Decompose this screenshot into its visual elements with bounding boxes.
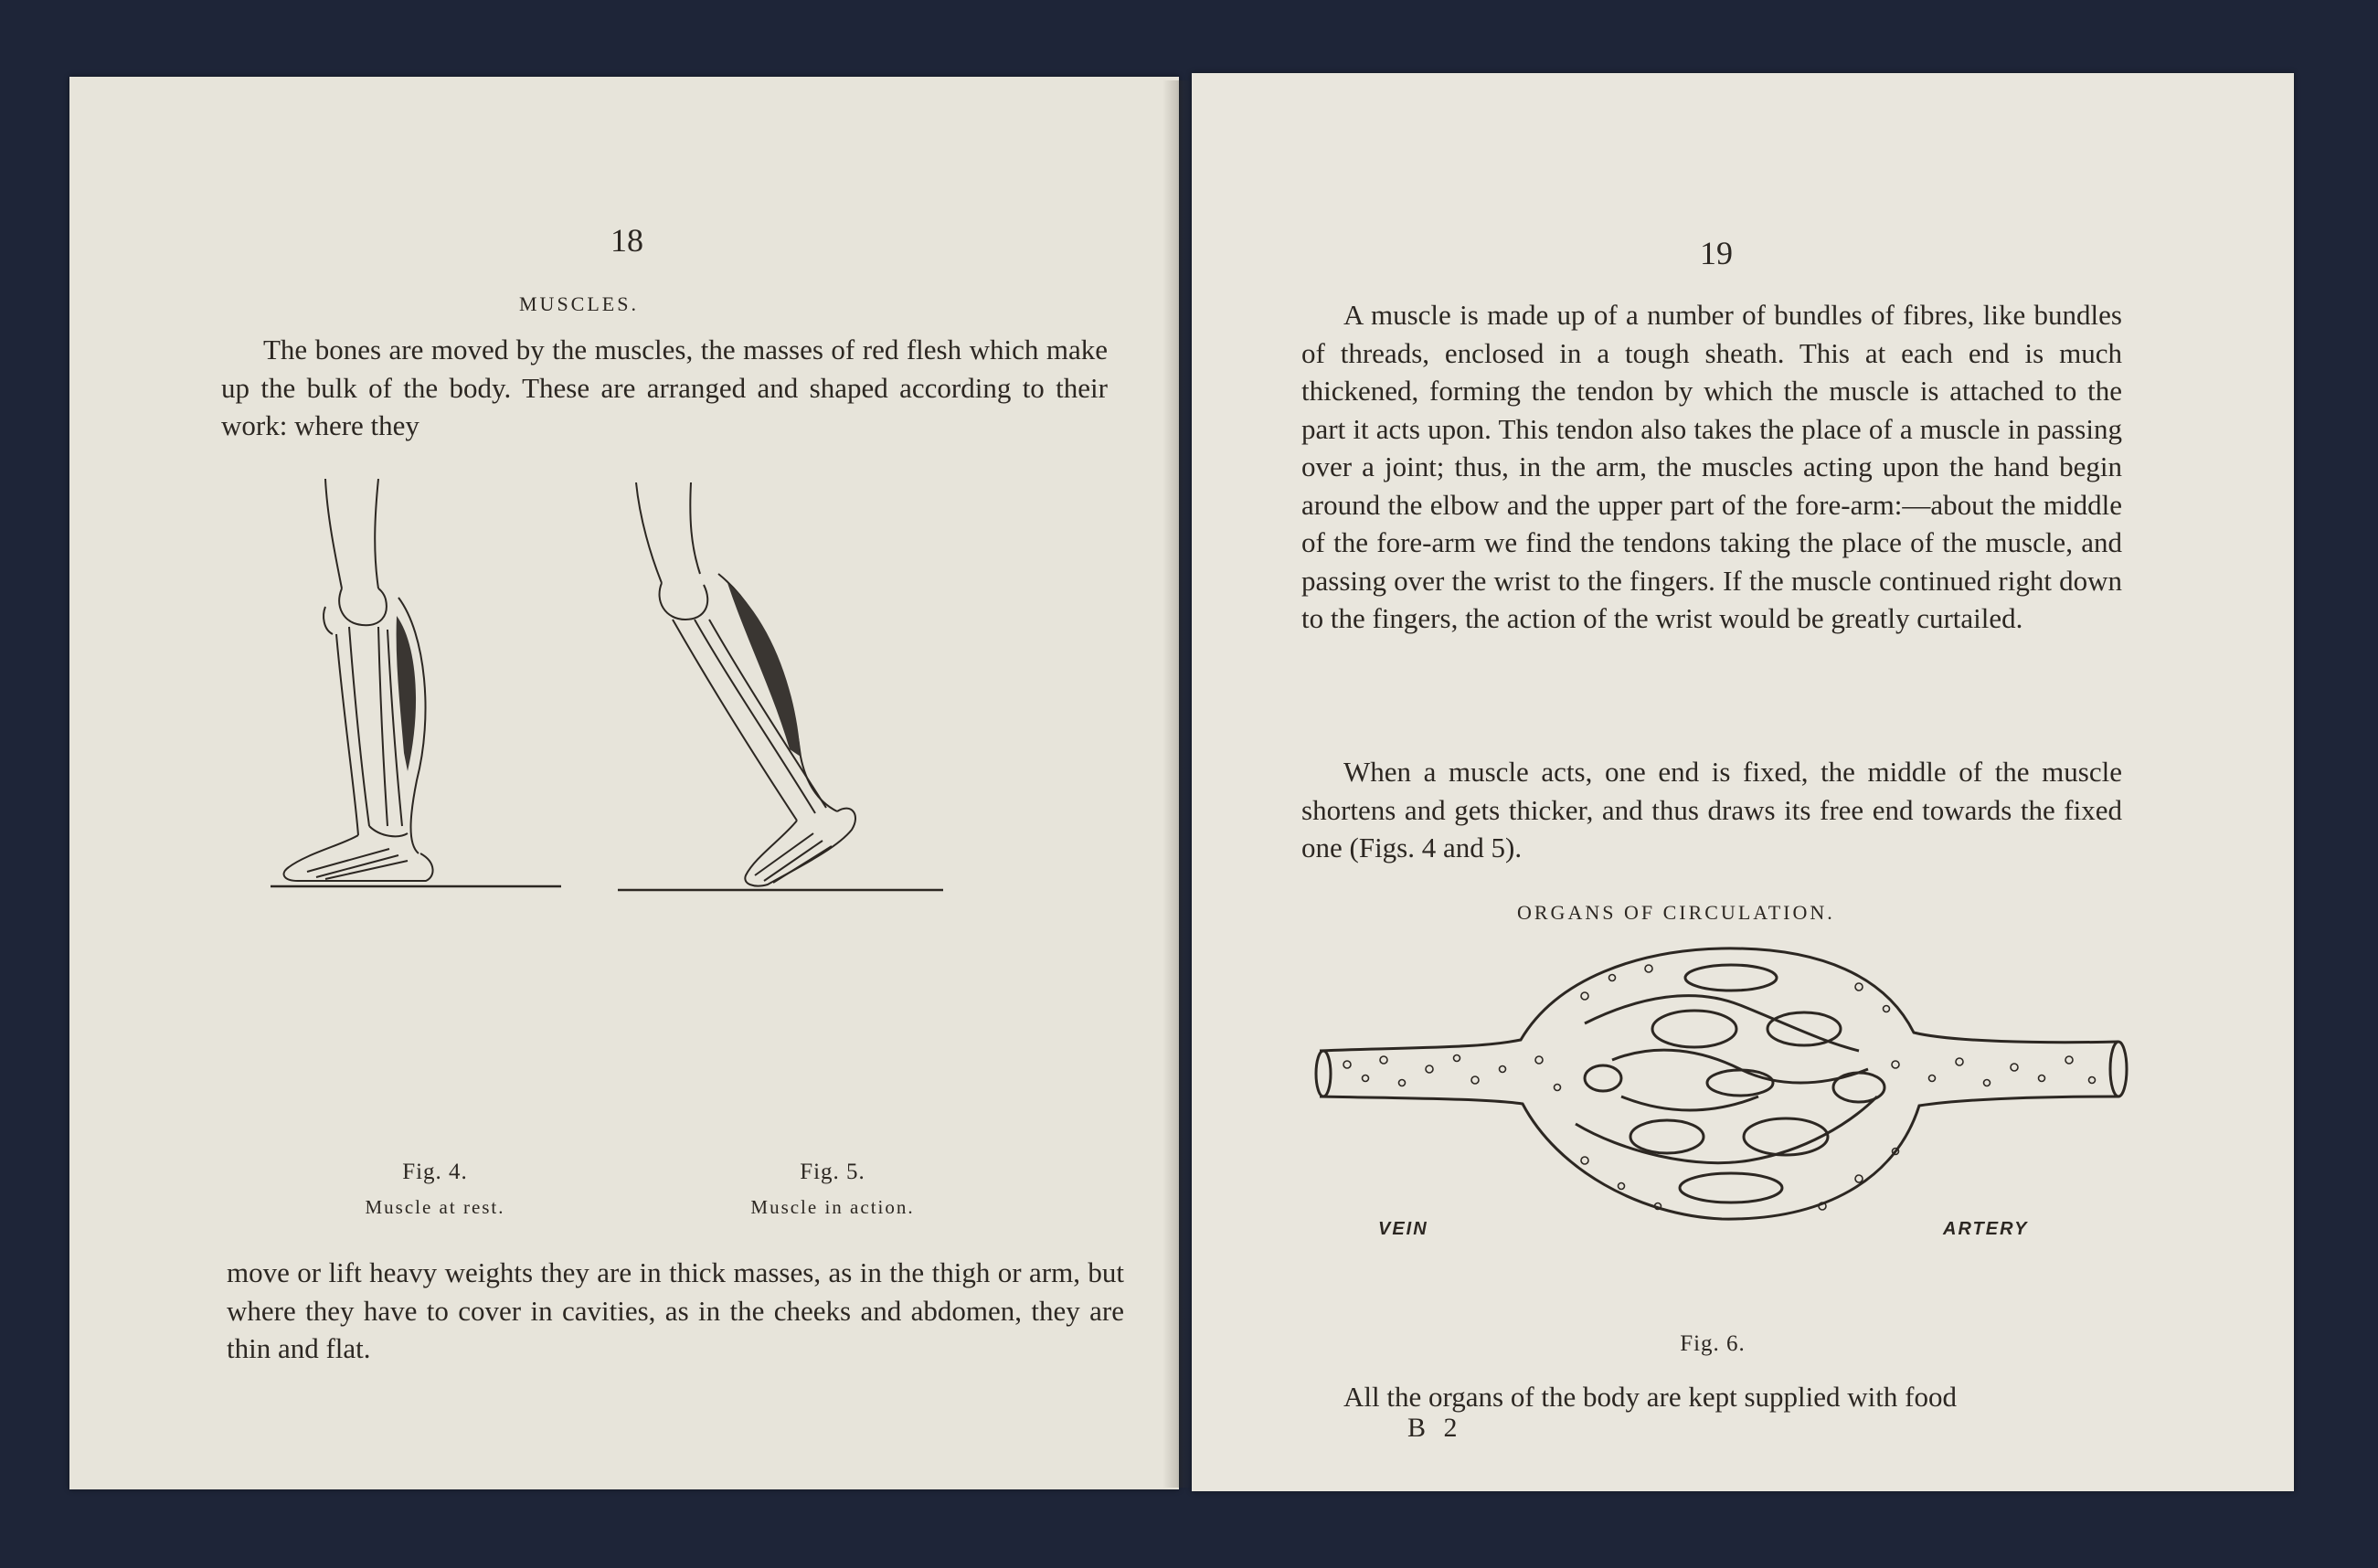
figure-5-description: Muscle in action. xyxy=(750,1196,915,1218)
calf-muscle-shape xyxy=(397,616,416,771)
paragraph-1: A muscle is made up of a number of bundles of fibres, like bundles of threads, enclosed in a tough sheath. This at each end is much thickened, forming the tendon by which the muscle is attached to the part it acts upon. This tendon also takes the place of a muscle in passing over a joint; thus, in the arm, the muscles acting upon the hand begin around the elbow and the upper part of the fore-arm:—about the middle of the fore-arm we find the tendons taking the place of the muscle, and passing over the wrist to the fingers. If the muscle continued right down to the fingers, the action of the wrist would be greatly curtailed. xyxy=(1301,299,2122,634)
right-page xyxy=(1192,73,2294,1491)
last-line: All the organs of the body are kept supplied with food xyxy=(1343,1381,1957,1413)
signature-mark: B 2 xyxy=(1407,1413,1463,1443)
figure-5-caption xyxy=(700,1155,965,1224)
paragraph-top: The bones are moved by the muscles, the masses of red flesh which make up the bulk of the body. These are arranged and shaped according to their work: where they xyxy=(221,334,1108,441)
left-page xyxy=(69,77,1179,1489)
figure-4-number: Fig. 4. xyxy=(402,1160,468,1184)
figure-6-number: Fig. 6. xyxy=(1680,1331,1746,1356)
figure-4-leg-illustration xyxy=(271,479,563,899)
paragraph-2: When a muscle acts, one end is fixed, the middle of the muscle shortens and gets thicker, and thus draws its free end towards the fixed one (Figs. 4 and 5). xyxy=(1301,756,2122,863)
book-gutter xyxy=(1162,80,1194,1488)
paragraph-bottom: move or lift heavy weights they are in thick masses, as in the thigh or arm, but where they have to cover in cavities, as in the cheeks and abdomen, they are thin and flat. xyxy=(227,1256,1124,1364)
figure-4-caption xyxy=(316,1155,554,1224)
artery-label: ARTERY xyxy=(1943,1219,2029,1239)
page-number: 18 xyxy=(610,222,643,259)
section-heading: MUSCLES. xyxy=(519,292,639,315)
figure-4-description: Muscle at rest. xyxy=(365,1196,505,1218)
figure-5-number: Fig. 5. xyxy=(800,1160,865,1184)
figure-5-leg-illustration xyxy=(618,482,947,903)
figure-6-caption xyxy=(1621,1327,1804,1361)
section-heading: ORGANS OF CIRCULATION. xyxy=(1517,901,1835,924)
page-number: 19 xyxy=(1700,235,1733,271)
circulation-diagram xyxy=(1311,941,2133,1243)
vein-label: VEIN xyxy=(1378,1219,1428,1239)
